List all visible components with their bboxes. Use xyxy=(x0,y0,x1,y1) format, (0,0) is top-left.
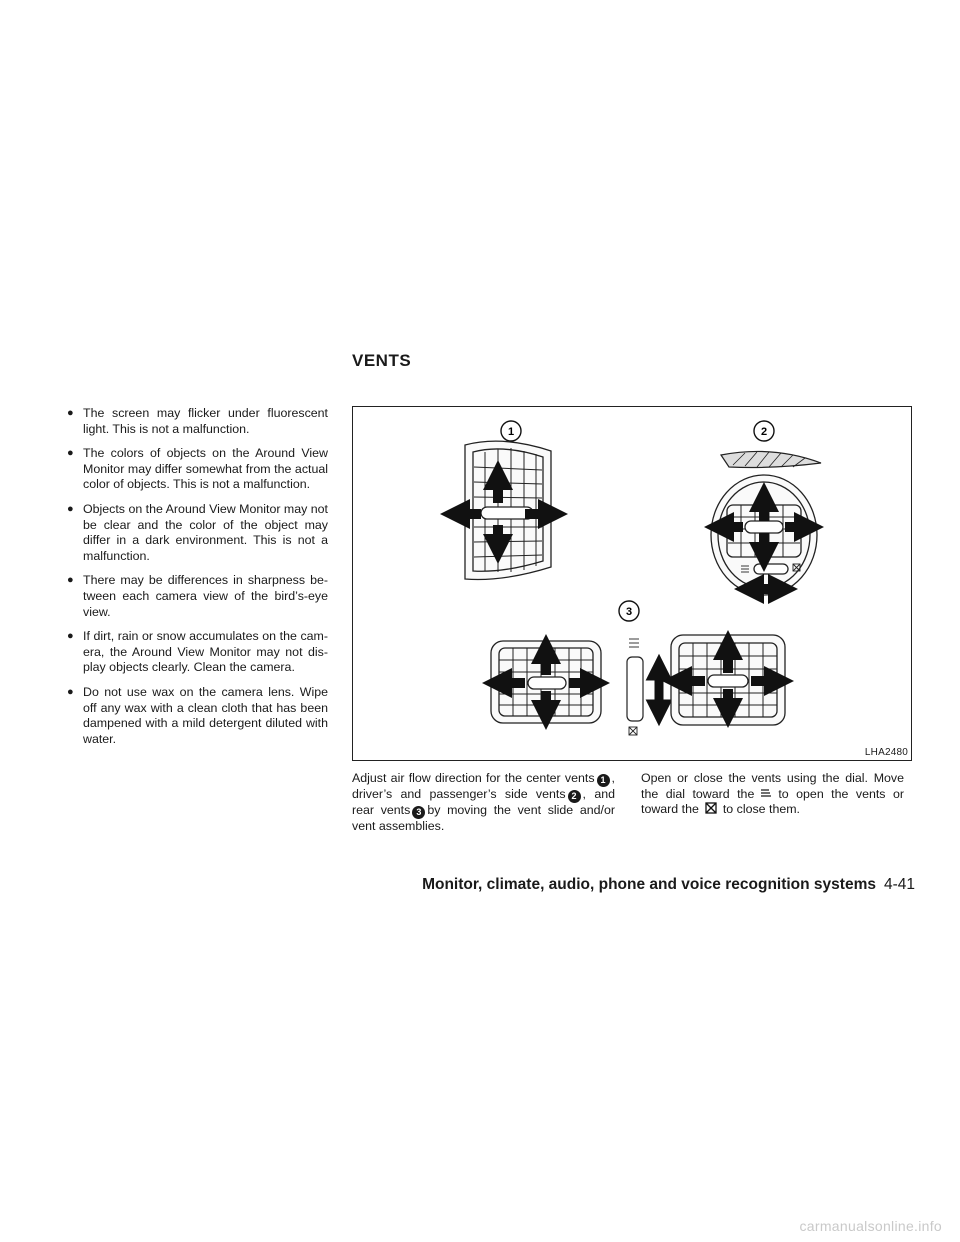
callout-ref-1: 1 xyxy=(597,774,610,787)
callout-2-label: 2 xyxy=(760,426,768,438)
watermark: carmanualsonline.info xyxy=(799,1218,942,1234)
bullet-icon: ● xyxy=(67,502,74,515)
list-item xyxy=(66,629,328,676)
paragraph-text: by moving the vent slide and/or vent assemblies. xyxy=(352,803,615,833)
list-item xyxy=(66,573,328,620)
paragraph-text: Open or close the vents using the dial. Move the dial toward the xyxy=(641,771,904,801)
paragraph-text: to close them. xyxy=(722,802,800,817)
callout-3-label: 3 xyxy=(625,606,633,618)
callout-2 xyxy=(754,421,774,441)
bullet-icon: ● xyxy=(67,574,74,587)
chapter-title: Monitor, climate, audio, phone and voice recognition systems xyxy=(422,876,876,893)
callout-ref-3: 3 xyxy=(412,806,425,819)
list-item-text: The screen may flicker under fluorescent light. This is not a malfunction. xyxy=(83,406,328,436)
paragraph-text: , driver’s and passenger’s side vents xyxy=(352,771,615,801)
paragraph-text: , and rear vents xyxy=(352,787,615,817)
page-footer xyxy=(422,876,915,894)
bullet-list xyxy=(66,406,328,756)
callout-ref-2: 2 xyxy=(568,790,581,803)
callout-1-label: 1 xyxy=(507,426,515,438)
list-item-text: If dirt, rain or snow accumulates on the cam- era, the Around View Monitor may not dis- play objects clearly. Clean the camera. xyxy=(83,629,328,675)
section-title: VENTS xyxy=(352,351,412,370)
page-number: 4-41 xyxy=(883,876,915,893)
callout-1 xyxy=(501,421,521,441)
rear-dial xyxy=(627,639,643,735)
paragraph-adjust-airflow xyxy=(352,771,615,835)
list-item xyxy=(66,502,328,564)
vents-illustration xyxy=(353,407,911,760)
list-item-text: Objects on the Around View Monitor may not be clear and the color of the object may differ in a dark environment. This is not a malfunction. xyxy=(83,501,328,563)
paragraph-text: to open the vents or toward the xyxy=(641,786,904,817)
figure-code: LHA2480 xyxy=(864,747,908,758)
list-item xyxy=(66,406,328,437)
callout-3 xyxy=(619,601,639,621)
bullet-icon: ● xyxy=(67,407,74,419)
list-item-text: The colors of objects on the Around View Monitor may differ somewhat from the actual color of objects. This is not a malfunction. xyxy=(83,446,328,492)
side-defroster-slot xyxy=(721,451,821,467)
vent-open-icon xyxy=(760,787,772,799)
paragraph-text: Adjust air flow direction for the center vents xyxy=(352,771,595,785)
vents-figure xyxy=(352,406,912,761)
bullet-icon: ● xyxy=(67,447,74,460)
list-item xyxy=(66,446,328,493)
list-item-text: There may be differences in sharpness be- tween each camera view of the bird’s-eye view. xyxy=(83,573,328,619)
paragraph-open-close xyxy=(641,771,904,818)
vent-closed-icon xyxy=(705,802,717,814)
bullet-icon: ● xyxy=(67,685,74,698)
list-item-text: Do not use wax on the camera lens. Wipe off any wax with a clean cloth that has been dampened with a mild detergent diluted with water. xyxy=(83,684,328,746)
bullet-icon: ● xyxy=(67,630,74,643)
list-item xyxy=(66,685,328,747)
